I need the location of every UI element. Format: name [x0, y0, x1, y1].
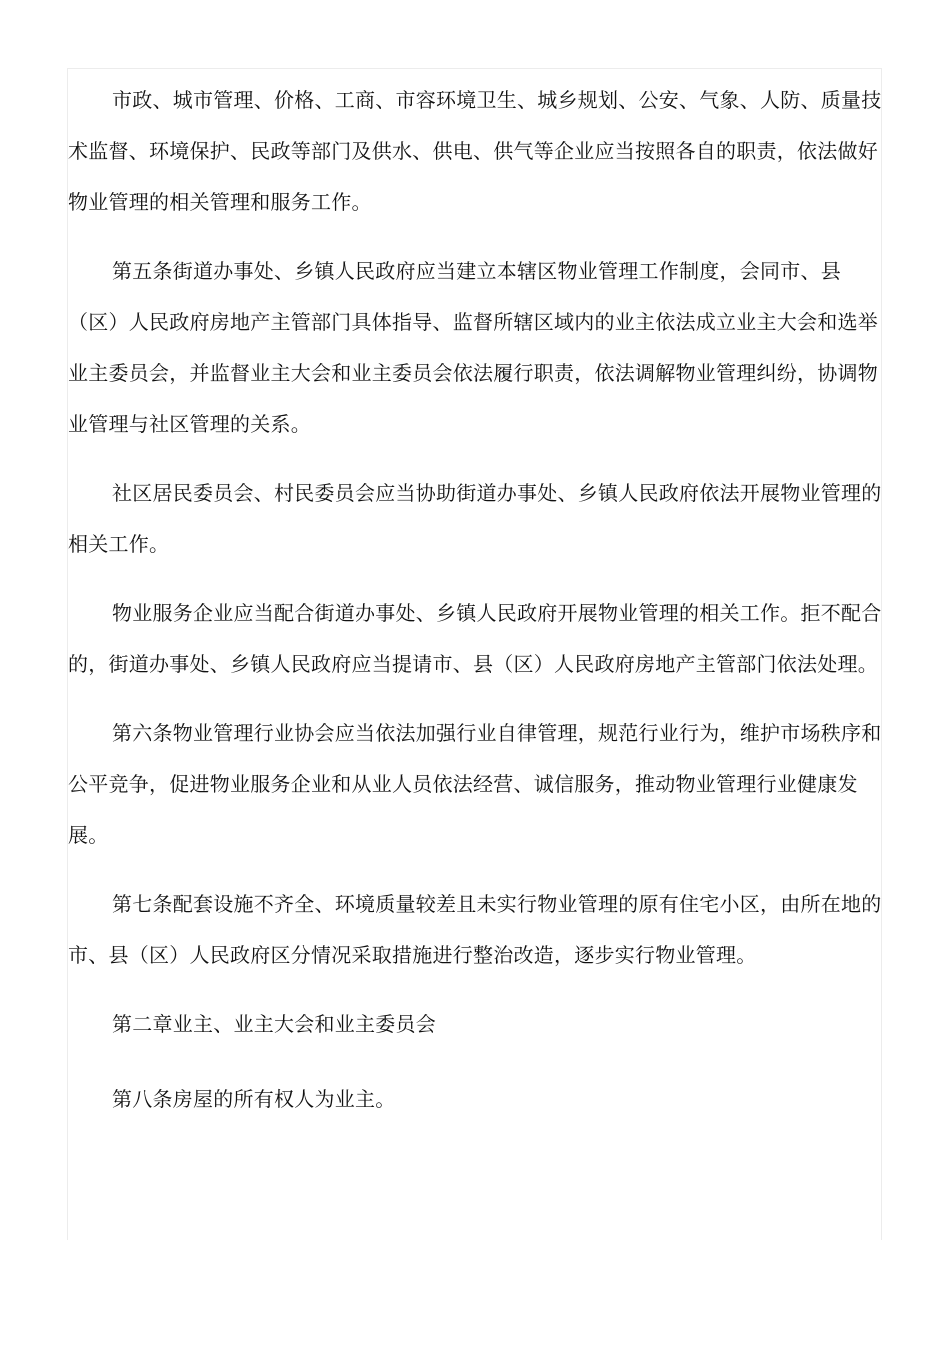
paragraph-article-7: 第七条配套设施不齐全、环境质量较差且未实行物业管理的原有住宅小区，由所在地的市、县（区）人民政府区分情况采取措施进行整治改造，逐步实行物业管理。: [68, 892, 882, 967]
paragraph-article-6: 第六条物业管理行业协会应当依法加强行业自律管理，规范行业行为，维护市场秩序和公平竞争，促进物业服务企业和从业人员依法经营、诚信服务，推动物业管理行业健康发展。: [68, 721, 882, 847]
paragraph-community-committees: 社区居民委员会、村民委员会应当协助街道办事处、乡镇人民政府依法开展物业管理的相关工作。: [68, 481, 882, 556]
document-page: [67, 68, 882, 1240]
paragraph-departments-duties: 市政、城市管理、价格、工商、市容环境卫生、城乡规划、公安、气象、人防、质量技术监督、环境保护、民政等部门及供水、供电、供气等企业应当按照各自的职责，依法做好物业管理的相关管理和服务工作。: [68, 88, 882, 214]
paragraph-service-enterprises: 物业服务企业应当配合街道办事处、乡镇人民政府开展物业管理的相关工作。拒不配合的，街道办事处、乡镇人民政府应当提请市、县（区）人民政府房地产主管部门依法处理。: [68, 601, 882, 676]
paragraph-article-5: 第五条街道办事处、乡镇人民政府应当建立本辖区物业管理工作制度，会同市、县（区）人民政府房地产主管部门具体指导、监督所辖区域内的业主依法成立业主大会和选举业主委员会，并监督业主大会和业主委员会依法履行职责，依法调解物业管理纠纷，协调物业管理与社区管理的关系。: [68, 259, 878, 436]
chapter-2-heading: 第二章业主、业主大会和业主委员会: [112, 1012, 436, 1036]
document-body: [68, 75, 883, 1149]
paragraph-article-8: 第八条房屋的所有权人为业主。: [112, 1087, 396, 1111]
